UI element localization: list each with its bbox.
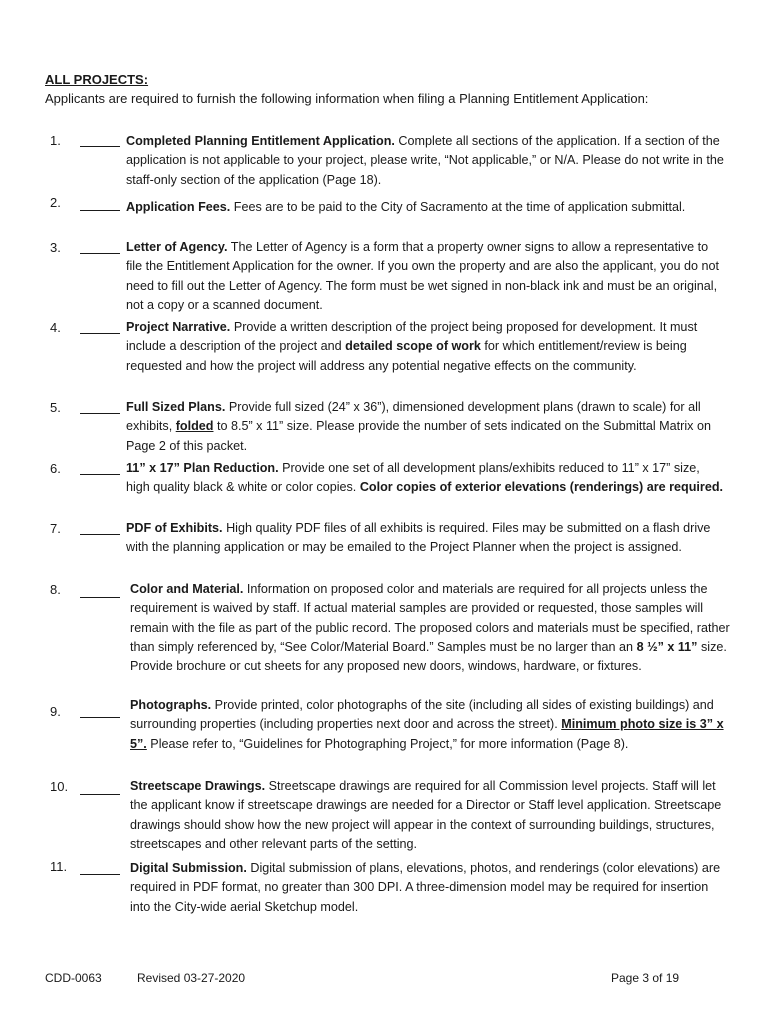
- checkbox-line[interactable]: [80, 794, 120, 795]
- footer-page-number: Page 3 of 19: [611, 971, 680, 985]
- item-title: Application Fees.: [126, 200, 231, 214]
- item-body: Provide a written description of the project being proposed for development. It must include a description of the project and: [126, 320, 698, 354]
- item-number: 6.: [50, 461, 61, 476]
- item-body: Information on proposed color and materials are required for all projects unless the requirement is waived by staff. If actual material samples are provided or requested, those samples will remain with the file as part of the public record. The proposed colors and materials must be specified, rather than simply referenced by, “See Color/Material Board.” Samples must be no larger than an: [130, 582, 730, 654]
- item-number: 8.: [50, 582, 61, 597]
- checkbox-line[interactable]: [80, 534, 120, 535]
- item-title: Color and Material.: [130, 582, 244, 596]
- item-emphasis: folded: [175, 419, 214, 434]
- item-title: 11” x 17” Plan Reduction.: [126, 461, 279, 475]
- item-title: Completed Planning Entitlement Application.: [126, 134, 395, 148]
- item-text: [126, 459, 726, 498]
- item-body-cont: Please refer to, “Guidelines for Photographing Project,” for more information (Page 8).: [146, 736, 629, 751]
- section-heading: ALL PROJECTS:: [45, 72, 149, 87]
- footer-form-id: CDD-0063: [45, 971, 102, 985]
- checkbox-line[interactable]: [80, 717, 120, 718]
- item-number: 7.: [50, 521, 61, 536]
- item-title: PDF of Exhibits.: [126, 521, 223, 535]
- intro-text: Applicants are required to furnish the following information when filing a Planning Entitlement Application:: [45, 91, 649, 106]
- item-body-cont: to 8.5” x 11” size. Please provide the number of sets indicated on the Submittal Matrix on Page 2 of this packet.: [126, 419, 711, 453]
- item-text: [126, 519, 726, 558]
- item-text: [130, 696, 730, 754]
- item-body-cont: for which entitlement/review is being requested and how the project will address any potential negative effects on the community.: [126, 339, 687, 373]
- item-body-cont: size. Provide brochure or cut sheets for any proposed new doors, windows, hardware, or fixtures.: [130, 639, 727, 674]
- footer-revised: Revised 03-27-2020: [137, 971, 246, 985]
- item-emphasis: Minimum photo size is 3” x 5”.: [130, 717, 724, 751]
- item-text: [130, 777, 730, 854]
- item-emphasis: Color copies of exterior elevations (renderings) are required.: [359, 480, 724, 495]
- item-body: The Letter of Agency is a form that a property owner signs to allow a representative to file the Entitlement Application for the owner. If you own the property and are also the applicant, you do not need to fill out the Letter of Agency. The form must be wet signed in non-black ink and must be an original, not a copy or a scanned document.: [126, 240, 719, 312]
- item-text: [126, 318, 726, 376]
- item-text: [130, 580, 730, 676]
- item-body: Complete all sections of the application. If a section of the application is not applicable to your project, please write, “Not applicable,” or N/A. Please do not write in the staff-only section of the application (Page 18).: [126, 134, 724, 187]
- item-emphasis: 8 ½” x 11”: [636, 639, 698, 654]
- item-title: Photographs.: [130, 698, 212, 712]
- item-body: Digital submission of plans, elevations, photos, and renderings (color elevations) are required in PDF format, no greater than 300 DPI. A three-dimension model may be required for insertion into the City-wide aerial Sketchup model.: [130, 861, 721, 914]
- checkbox-line[interactable]: [80, 597, 120, 598]
- item-title: Project Narrative.: [126, 320, 231, 334]
- item-text: [126, 132, 726, 190]
- item-number: 1.: [50, 133, 61, 148]
- checkbox-line[interactable]: [80, 413, 120, 414]
- item-number: 11.: [50, 859, 68, 874]
- item-number: 9.: [50, 704, 61, 719]
- item-title: Full Sized Plans.: [126, 400, 226, 414]
- item-number: 4.: [50, 320, 61, 335]
- item-number: 10.: [50, 779, 69, 794]
- item-body: Fees are to be paid to the City of Sacramento at the time of application submittal.: [233, 200, 686, 214]
- item-number: 5.: [50, 400, 61, 415]
- item-text: [126, 198, 726, 217]
- item-title: Streetscape Drawings.: [130, 779, 266, 793]
- checkbox-line[interactable]: [80, 333, 120, 334]
- checkbox-line[interactable]: [80, 474, 120, 475]
- item-title: Letter of Agency.: [126, 240, 228, 254]
- item-number: 2.: [50, 195, 61, 210]
- item-text: [126, 398, 726, 456]
- item-body: Provide full sized (24” x 36”), dimensioned development plans (drawn to scale) for all exhibits,: [126, 400, 701, 434]
- item-body: Provide printed, color photographs of the site (including all sides of existing buildings) and surrounding properties (including properties next door and across the street).: [130, 698, 714, 732]
- item-emphasis: detailed scope of work: [345, 339, 481, 354]
- checkbox-line[interactable]: [80, 146, 120, 147]
- item-text: [126, 238, 726, 315]
- item-body: Streetscape drawings are required for all Commission level projects. Staff will let the applicant know if streetscape drawings are needed for a Director or Staff level application. Streetscape drawings should show how the new project will appear in the context of surrounding buildings, structures, streetscapes and other relevant parts of the setting.: [130, 779, 722, 851]
- checkbox-line[interactable]: [80, 874, 120, 875]
- checkbox-line[interactable]: [80, 210, 120, 211]
- checkbox-line[interactable]: [80, 253, 120, 254]
- item-number: 3.: [50, 240, 61, 255]
- item-body: Provide one set of all development plans/exhibits reduced to 11” x 17” size, high quality black & white or color copies.: [126, 461, 700, 495]
- item-text: [130, 859, 730, 917]
- item-title: Digital Submission.: [130, 861, 247, 875]
- item-body: High quality PDF files of all exhibits is required. Files may be submitted on a flash drive with the planning application or may be emailed to the Project Planner when the project is assigned.: [126, 521, 711, 555]
